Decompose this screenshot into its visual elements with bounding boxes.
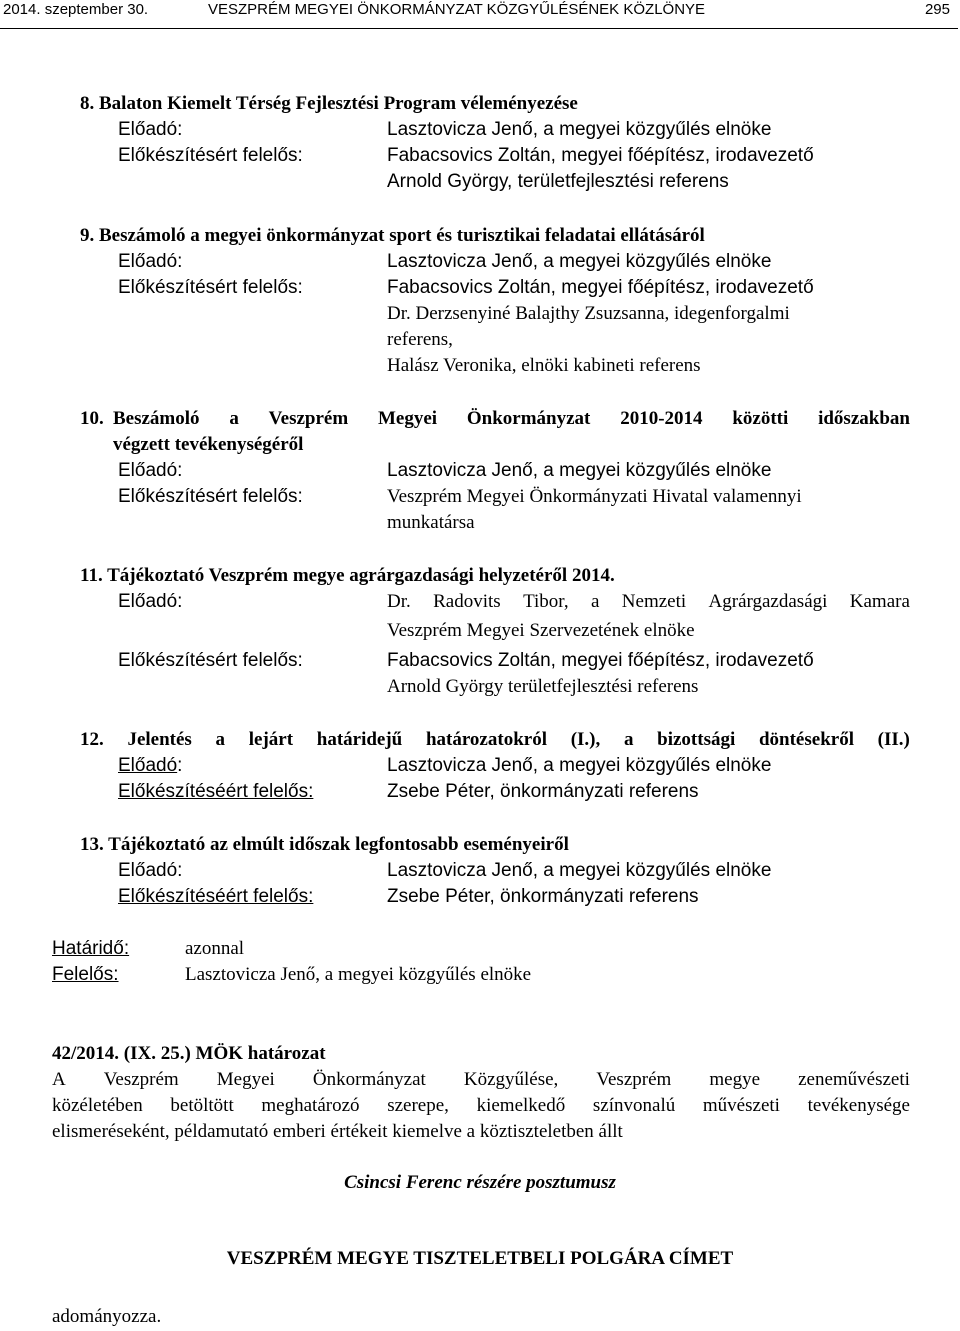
presenter-label-colon: : bbox=[177, 755, 183, 776]
title-word: (I.), bbox=[570, 729, 601, 750]
presenter-word: Dr. bbox=[387, 591, 411, 612]
presenter-value: Lasztovicza Jenő, a megyei közgyűlés elnöke bbox=[387, 119, 772, 140]
agenda-item-10-title-2: végzett tevékenységéről bbox=[113, 434, 304, 455]
responsible-value-2: Arnold György területfejlesztési referens bbox=[387, 676, 699, 697]
responsible-value-2: Arnold György, területfejlesztési referens bbox=[387, 171, 729, 192]
presenter-value: Lasztovicza Jenő, a megyei közgyűlés elnöke bbox=[387, 251, 772, 272]
text-word: közéletében bbox=[52, 1095, 143, 1116]
title-word: a bbox=[215, 729, 226, 750]
text-word: betöltött bbox=[170, 1095, 234, 1116]
title-word: határidejű bbox=[316, 729, 403, 750]
text-word: szerepe, bbox=[387, 1095, 449, 1116]
presenter-word: Kamara bbox=[849, 591, 910, 612]
title-word: Megyei bbox=[377, 408, 438, 429]
title-word: a bbox=[229, 408, 239, 429]
text-word: A bbox=[52, 1069, 66, 1090]
responsible-value: Fabacsovics Zoltán, megyei főépítész, irodavezető bbox=[387, 650, 814, 671]
text-word: színvonalú bbox=[592, 1095, 676, 1116]
presenter-label: Előadó: bbox=[118, 860, 183, 881]
responsible-label: Előkészítésért felelős: bbox=[118, 486, 303, 507]
title-word: (II.) bbox=[877, 729, 910, 750]
text-word: Veszprém bbox=[103, 1069, 179, 1090]
agenda-item-11-title: 11. Tájékoztató Veszprém megye agrárgazdasági helyzetéről 2014. bbox=[80, 565, 615, 586]
agenda-item-8-title: 8. Balaton Kiemelt Térség Fejlesztési Program véleményezése bbox=[80, 93, 578, 114]
title-word: lejárt bbox=[248, 729, 294, 750]
title-word: bizottsági bbox=[657, 729, 736, 750]
responsible-label: Előkészítéséért felelős: bbox=[118, 781, 314, 802]
responsible-value: Veszprém Megyei Önkormányzati Hivatal valamennyi bbox=[387, 486, 802, 507]
presenter-label: Előadó: bbox=[118, 460, 183, 481]
responsible-value: Zsebe Péter, önkormányzati referens bbox=[387, 886, 699, 907]
agenda-item-9-title: 9. Beszámoló a megyei önkormányzat sport és turisztikai feladatai ellátásáról bbox=[80, 225, 705, 246]
responsible-value-3: referens, bbox=[387, 329, 453, 350]
responsible-value-2: Dr. Derzsenyiné Balajthy Zsuzsanna, idegenforgalmi bbox=[387, 303, 790, 324]
header-title: VESZPRÉM MEGYEI ÖNKORMÁNYZAT KÖZGYŰLÉSÉNEK KÖZLÖNYE bbox=[208, 1, 706, 18]
text-word: kiemelkedő bbox=[476, 1095, 566, 1116]
presenter-word: Radovits bbox=[433, 591, 501, 612]
presenter-label: Előadó: bbox=[118, 119, 183, 140]
presenter-value: Lasztovicza Jenő, a megyei közgyűlés elnöke bbox=[387, 755, 772, 776]
text-word: meghatározó bbox=[261, 1095, 360, 1116]
responsible-label: Előkészítésért felelős: bbox=[118, 277, 303, 298]
title-word: Beszámoló bbox=[113, 408, 200, 429]
text-word: megye bbox=[709, 1069, 761, 1090]
title-word: 2010-2014 bbox=[620, 408, 703, 429]
award-title: VESZPRÉM MEGYE TISZTELETBELI POLGÁRA CÍMET bbox=[226, 1248, 734, 1269]
presenter-label bbox=[118, 753, 182, 779]
title-word: a bbox=[623, 729, 634, 750]
presenter-word: Nemzeti bbox=[621, 591, 687, 612]
resolution-text-line-3: elismeréseként, példamutató emberi értékeit kiemelve a köztiszteletben állt bbox=[52, 1121, 623, 1142]
deadline-value: azonnal bbox=[185, 938, 245, 959]
presenter-value bbox=[387, 589, 910, 615]
text-word: Megyei bbox=[216, 1069, 275, 1090]
title-word: határozatokról bbox=[425, 729, 547, 750]
responsible-value: Fabacsovics Zoltán, megyei főépítész, irodavezető bbox=[387, 145, 814, 166]
presenter-label-text: Előadó bbox=[118, 755, 178, 776]
responsible-label: Felelős: bbox=[52, 964, 119, 985]
responsible-value-2: munkatársa bbox=[387, 512, 475, 533]
text-word: Önkormányzat bbox=[312, 1069, 426, 1090]
deadline-label: Határidő: bbox=[52, 938, 130, 959]
responsible-label: Előkészítéséért felelős: bbox=[118, 886, 314, 907]
text-word: művészeti bbox=[702, 1095, 780, 1116]
text-word: tevékenysége bbox=[807, 1095, 910, 1116]
title-word: Jelentés bbox=[127, 729, 192, 750]
presenter-label: Előadó: bbox=[118, 251, 183, 272]
header-date: 2014. szeptember 30. bbox=[3, 1, 149, 18]
agenda-item-13-title: 13. Tájékoztató az elmúlt időszak legfontosabb eseményeiről bbox=[80, 834, 569, 855]
presenter-label: Előadó: bbox=[118, 591, 183, 612]
agenda-item-10-number: 10. bbox=[80, 408, 104, 429]
text-word: Közgyűlése, bbox=[463, 1069, 559, 1090]
responsible-label: Előkészítésért felelős: bbox=[118, 145, 303, 166]
presenter-word: Tibor, bbox=[523, 591, 569, 612]
title-word: Önkormányzat bbox=[466, 408, 591, 429]
honoree-name: Csincsi Ferenc részére posztumusz bbox=[344, 1172, 616, 1193]
presenter-word: a bbox=[590, 591, 600, 612]
responsible-value: Zsebe Péter, önkormányzati referens bbox=[387, 781, 699, 802]
resolution-text-line-1 bbox=[52, 1067, 910, 1093]
title-word: időszakban bbox=[818, 408, 910, 429]
presenter-value: Lasztovicza Jenő, a megyei közgyűlés elnöke bbox=[387, 460, 772, 481]
presenter-word: Agrárgazdasági bbox=[708, 591, 828, 612]
title-word: döntésekről bbox=[758, 729, 854, 750]
resolution-closing: adományozza. bbox=[52, 1306, 162, 1327]
resolution-number: 42/2014. (IX. 25.) MÖK határozat bbox=[52, 1043, 326, 1064]
page-header bbox=[0, 0, 958, 29]
title-word: közötti bbox=[732, 408, 789, 429]
title-word: 12. bbox=[80, 729, 104, 750]
responsible-value-4: Halász Veronika, elnöki kabineti referens bbox=[387, 355, 701, 376]
responsible-value: Lasztovicza Jenő, a megyei közgyűlés elnöke bbox=[185, 964, 532, 985]
resolution-text-line-2 bbox=[52, 1093, 910, 1119]
agenda-item-12-title bbox=[80, 727, 910, 753]
responsible-label: Előkészítésért felelős: bbox=[118, 650, 303, 671]
responsible-value: Fabacsovics Zoltán, megyei főépítész, irodavezető bbox=[387, 277, 814, 298]
text-word: zeneművészeti bbox=[798, 1069, 910, 1090]
header-page-number: 295 bbox=[924, 1, 950, 18]
text-word: Veszprém bbox=[596, 1069, 672, 1090]
presenter-value-2: Veszprém Megyei Szervezetének elnöke bbox=[387, 620, 695, 641]
agenda-item-10-title bbox=[113, 406, 910, 432]
presenter-value: Lasztovicza Jenő, a megyei közgyűlés elnöke bbox=[387, 860, 772, 881]
title-word: Veszprém bbox=[268, 408, 349, 429]
